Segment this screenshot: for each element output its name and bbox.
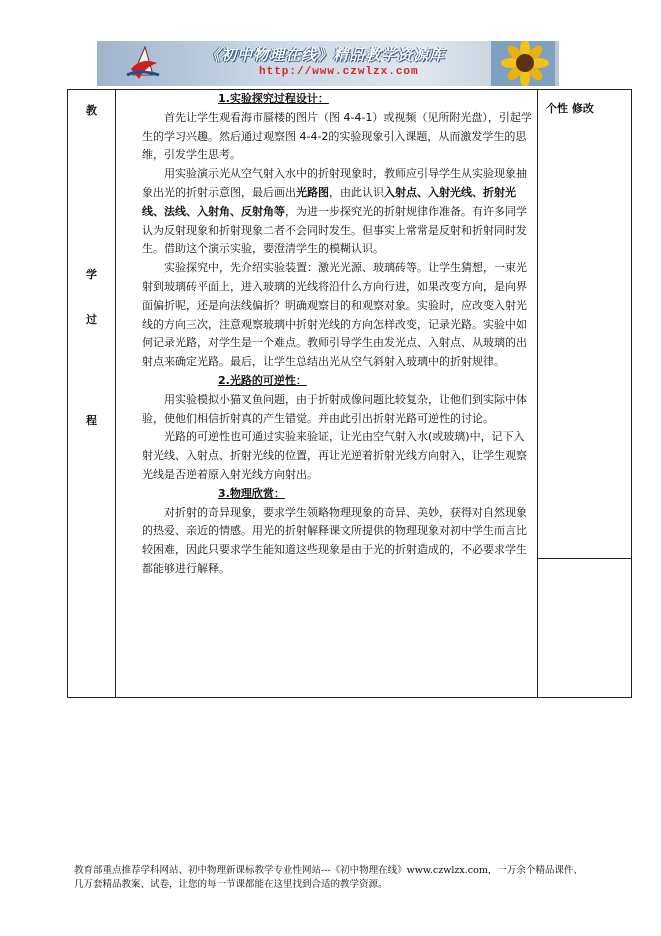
column-divider [115, 90, 116, 697]
paragraph: 用实验演示光从空气射入水中的折射现象时，教师应引导学生从实验现象抽象出光的折射示意图，最后画出光路图，由此认识入射点、入射光线、折射光线、法线、入射角、反射角等，为进一步探究光的折射规律作准备。有许多同学认为反射现象和折射现象二者不会同时发生。但事实上常常是反射和折射同时发生。借助这个演示实验，要澄清学生的模糊认识。 [142, 167, 527, 256]
section-heading: 3.物理欣赏： [218, 486, 285, 500]
column-divider [537, 90, 538, 697]
section-heading: 2.光路的可逆性： [218, 373, 307, 387]
sunflower-image [491, 41, 555, 86]
footer-line: 教育部重点推荐学科网站、初中物理新课标教学专业性网站---《初中物理在线》www.czwlzx.com，一万余个精品课件、 [74, 865, 583, 876]
side-label-char: 学 [86, 268, 97, 281]
footer-line: 几万套精品教案、试卷，让您的每一节课都能在这里找到合适的教学资源。 [74, 879, 388, 890]
side-label-char: 教 [86, 104, 97, 117]
lesson-table [67, 89, 632, 698]
paragraph: 用实验模拟小猫叉鱼问题，由于折射成像问题比较复杂，让他们到实际中体验，使他们相信折射真的产生错觉。并由此引出折射光路可逆性的讨论。 [142, 392, 527, 425]
side-label-char: 程 [86, 414, 97, 427]
header-banner [97, 41, 559, 86]
banner-url[interactable]: http://www.czwlzx.com [259, 66, 419, 78]
banner-title: 《初中物理在线》精品教学资源库 [205, 46, 446, 64]
paragraph: 首先让学生观看海市蜃楼的图片（图 4-4-1）或视频（见所附光盘），引起学生的学习兴趣。然后通过观察图 4-4-2的实验现象引入课题，从而激发学生的思维，引发学生思考。 [142, 110, 532, 162]
lesson-content [142, 90, 534, 579]
paragraph: 光路的可逆性也可通过实验来验证，让光由空气射入水(或玻璃)中，记下入射光线、入射点、折射光线的位置，再让光逆着折射光线方向射入，让学生观察光线是否逆着原入射光线方向射出。 [142, 430, 527, 481]
notes-cell-divider [537, 558, 631, 559]
paragraph: 实验探究中，先介绍实验装置：激光光源、玻璃砖等。让学生猜想，一束光射到玻璃砖平面上，进入玻璃的光线将沿什么方向行进，如果改变方向，是向界面偏折呢，还是向法线偏折？明确观察目的和观察对象。实验时，应改变入射光线的方向三次，注意观察玻璃中折射光线的方向怎样改变，记录光路。实验中如何记录光路，对学生是一个难点。教师引导学生由发光点、入射点、从玻璃的出射点来确定光路。最后，让学生总结出光从空气斜射入玻璃中的折射规律。 [142, 261, 527, 369]
paragraph: 对折射的奇异现象，要求学生领略物理现象的奇异、美妙，获得对自然现象的热爱、亲近的情感。用光的折射解释课文所提供的物理现象对初中学生而言比较困难，因此只要求学生能知道这些现象是由于光的折射造成的，不必要求学生都能够进行解释。 [142, 505, 527, 575]
side-label-char: 过 [86, 313, 97, 326]
page-footer [74, 864, 614, 892]
section-heading: 1.实验探究过程设计： [218, 92, 329, 105]
site-logo [123, 45, 163, 83]
notes-header: 个性 修改 [546, 102, 594, 115]
